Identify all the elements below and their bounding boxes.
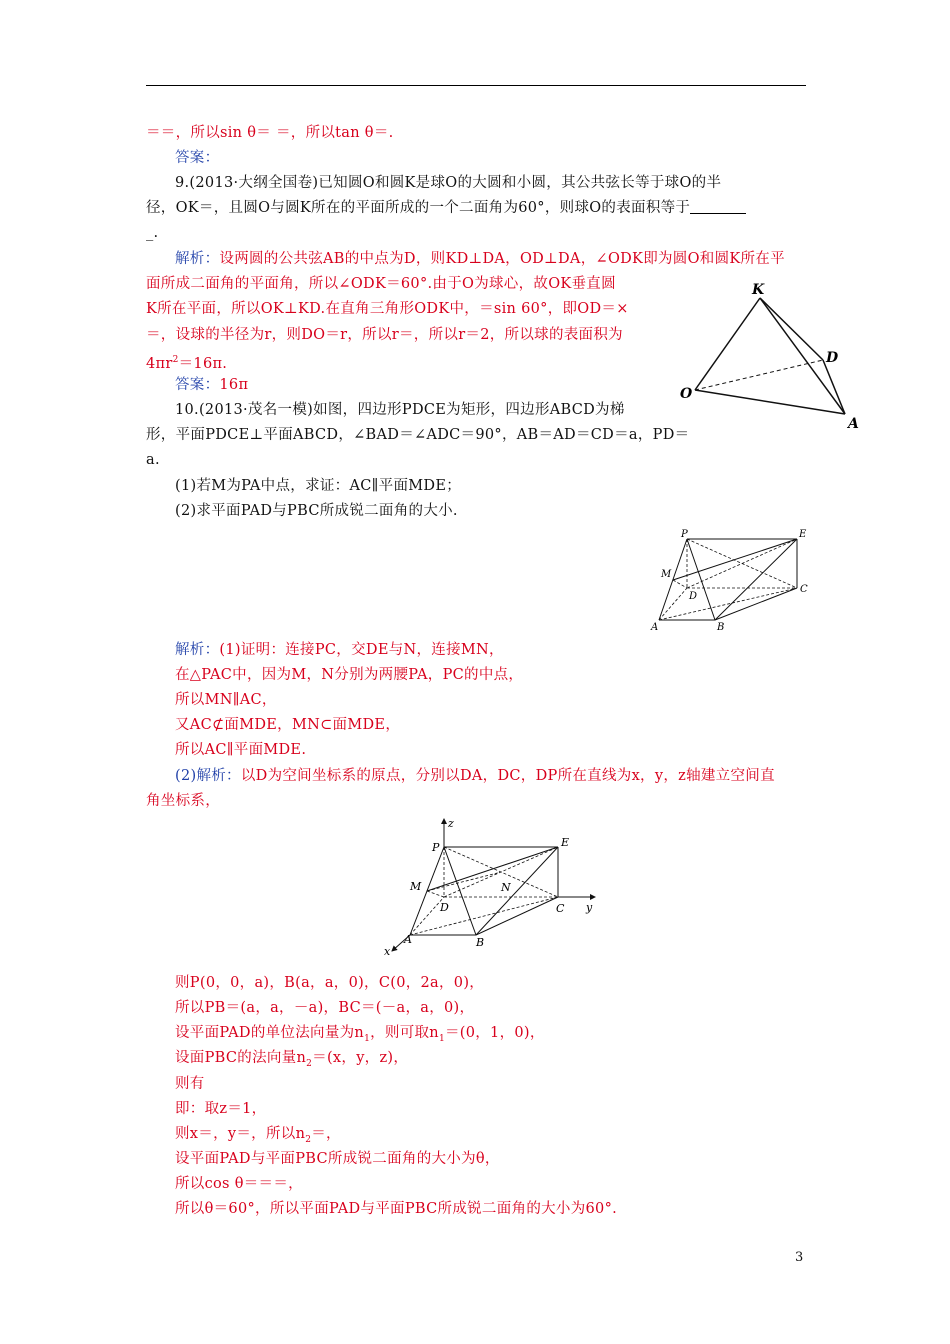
solution-line: 面所成二面角的平面角，所以∠ODK＝60°.由于O为球心，故OK垂直圆 — [146, 276, 616, 292]
solution-line: 设平面PAD的单位法向量为$n_1$，则可取$n_1=(0$，1，0)， — [175, 1025, 545, 1044]
point-label: D — [826, 350, 839, 366]
point-label: B — [476, 936, 485, 949]
text-line: ＝＝，所以sin θ＝ ＝，所以tan θ＝. — [146, 125, 394, 141]
question-9-line: 径，OK＝，且圆O与圆K所在的平面所成的一个二面角为60°，则球O的表面积等于 — [146, 198, 746, 218]
axis-label: y — [586, 901, 593, 914]
page-number: 3 — [795, 1250, 804, 1265]
point-label: C — [800, 584, 808, 595]
solution-line: 所以MN∥AC， — [175, 692, 277, 708]
point-label: K — [752, 282, 765, 298]
question-10-part-2: (2)求平面PAD与PBC所成锐二面角的大小. — [175, 503, 458, 519]
solution-line: $4\pi r^2=16\pi$. — [146, 355, 228, 372]
question-9-line: 9.(2013·大纲全国卷)已知圆O和圆K是球O的大圆和小圆，其公共弦长等于球O的半 — [175, 175, 722, 191]
point-label: E — [561, 836, 570, 849]
header-rule — [146, 85, 806, 86]
coordinate-prism-figure — [380, 813, 605, 958]
solution-line: 又AC⊄面MDE，MN⊂面MDE， — [175, 717, 401, 733]
question-10-line: a. — [146, 452, 160, 468]
solution-line: (2)解析：以D为空间坐标系的原点，分别以DA，DC，DP所在直线为x，y，z轴建立空间直 — [175, 768, 775, 784]
solution-line: K所在平面，所以OK⊥KD.在直角三角形ODK中，＝sin 60°，即OD＝× — [146, 301, 629, 317]
question-10-line: 形，平面PDCE⊥平面ABCD，∠BAD＝∠ADC＝90°，AB＝AD＝CD＝a，PD＝ — [146, 427, 690, 443]
solution-line: 角坐标系， — [146, 793, 220, 809]
question-10-line: 10.(2013·茂名一模)如图，四边形PDCE为矩形，四边形ABCD为梯 — [175, 402, 625, 418]
point-label: E — [799, 529, 807, 540]
point-label: M — [410, 880, 422, 893]
solution-line: 在△PAC中，因为M，N分别为两腰PA，PC的中点， — [175, 667, 524, 683]
solution-line: 则x＝，y＝，所以$n_2=$， — [175, 1126, 341, 1145]
prism-figure — [645, 524, 815, 634]
axis-label: x — [384, 945, 391, 958]
solution-line: 所以PB＝(a，a，－a)，BC＝(－a，a，0)， — [175, 1000, 475, 1016]
solution-line: 所以cos θ＝＝＝， — [175, 1176, 303, 1192]
point-label: B — [717, 622, 725, 633]
solution-line: 则P(0，0，a)，B(a，a，0)，C(0，2a，0)， — [175, 975, 485, 991]
solution-line: 所以θ＝60°，所以平面PAD与平面PBC所成锐二面角的大小为60°. — [175, 1201, 618, 1217]
point-label: N — [501, 881, 511, 894]
question-10-part-1: (1)若M为PA中点，求证：AC∥平面MDE； — [175, 478, 462, 494]
axis-label: z — [448, 817, 454, 830]
point-label: D — [440, 901, 449, 914]
point-label: P — [681, 529, 688, 540]
point-label: A — [848, 416, 859, 432]
solution-line: ＝，设球的半径为r，则DO＝r，所以r＝，所以r＝2，所以球的表面积为 — [146, 327, 623, 343]
solution-line: 设平面PAD与平面PBC所成锐二面角的大小为θ， — [175, 1151, 500, 1167]
point-label: A — [651, 622, 659, 633]
solution-line: 解析：设两圆的公共弦AB的中点为D，则KD⊥DA，OD⊥DA，∠ODK即为圆O和圆K所在平 — [175, 251, 785, 267]
question-9-line: _. — [146, 225, 159, 241]
answer-line: 答案：16π — [175, 377, 249, 393]
point-label: A — [404, 933, 412, 946]
point-label: M — [661, 569, 672, 580]
point-label: D — [689, 591, 698, 602]
solution-line: 解析：(1)证明：连接PC，交DE与N，连接MN， — [175, 642, 504, 658]
tetrahedron-figure — [670, 278, 870, 438]
point-label: C — [556, 902, 565, 915]
answer-blank — [690, 199, 746, 214]
solution-line: 则有 — [175, 1076, 205, 1092]
solution-line: 设面PBC的法向量$n_2=(x$，y，z)， — [175, 1050, 409, 1069]
point-label: O — [680, 386, 693, 402]
solution-line: 即：取z＝1， — [175, 1101, 267, 1117]
answer-label: 答案： — [175, 150, 220, 166]
solution-line: 所以AC∥平面MDE. — [175, 742, 307, 758]
point-label: P — [432, 841, 440, 854]
